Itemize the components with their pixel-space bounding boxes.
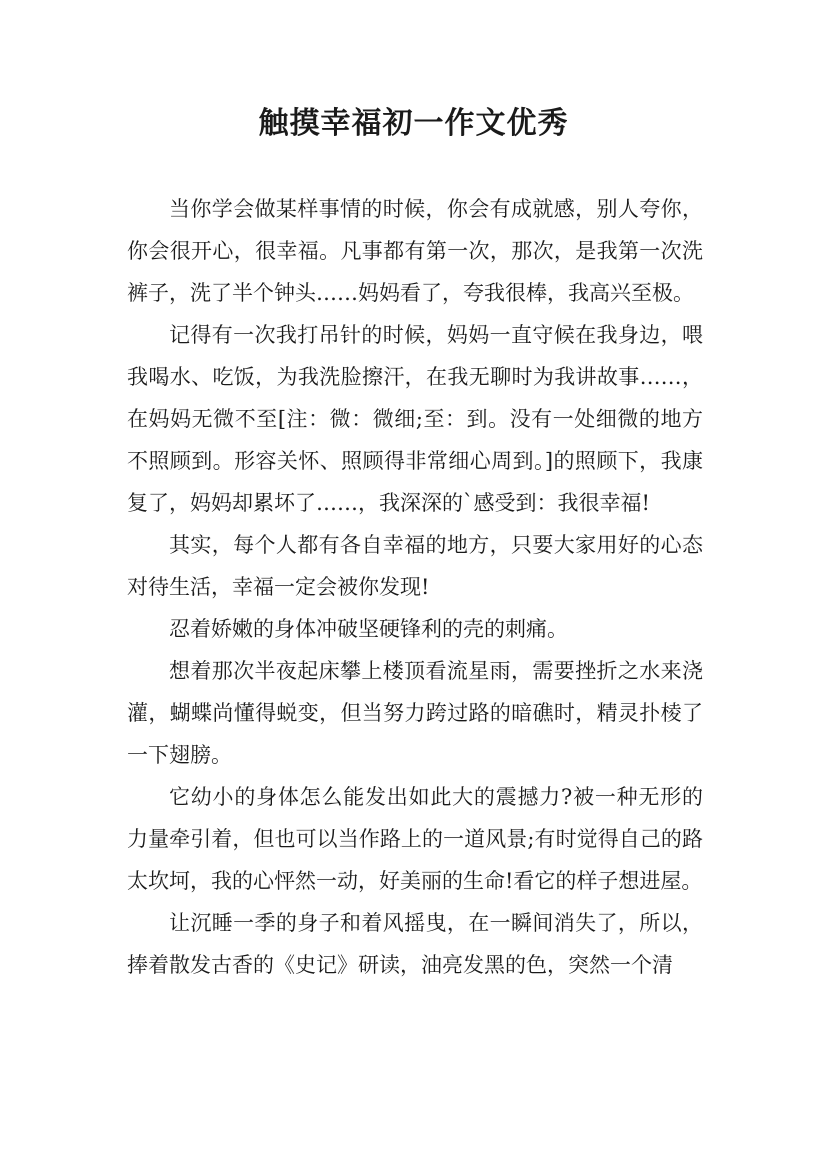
paragraph-6: 它幼小的身体怎么能发出如此大的震撼力?被一种无形的力量牵引着，但也可以当作路上的一道风景;有时觉得自己的路太坎坷，我的心怦然一动，好美丽的生命!看它的样子想进屋。 [127,785,703,893]
paragraph-7: 让沉睡一季的身子和着风摇曳，在一瞬间消失了，所以，捧着散发古香的《史记》研读，油亮发黑的色，突然一个清 [127,911,703,977]
paragraph-1: 当你学会做某样事情的时候，你会有成就感，别人夸你，你会很开心，很幸福。凡事都有第一次，那次，是我第一次洗裤子，洗了半个钟头……妈妈看了，夸我很棒，我高兴至极。 [127,197,703,305]
page-title: 触摸幸福初一作文优秀 [258,106,569,141]
paragraph-4: 忍着娇嫩的身体冲破坚硬锋利的壳的刺痛。 [169,617,568,641]
paragraph-5: 想着那次半夜起床攀上楼顶看流星雨，需要挫折之水来浇灌，蝴蝶尚懂得蜕变，但当努力跨过路的暗礁时，精灵扑棱了一下翅膀。 [127,659,703,767]
document-body [127,188,703,986]
paragraph-3: 其实，每个人都有各自幸福的地方，只要大家用好的心态对待生活，幸福一定会被你发现! [127,533,703,599]
paragraph-2: 记得有一次我打吊针的时候，妈妈一直守候在我身边，喂我喝水、吃饭，为我洗脸擦汗，在我无聊时为我讲故事……，在妈妈无微不至[注：微：微细;至：到。没有一处细微的地方不照顾到。形容关怀、照顾得非常细心周到。]的照顾下，我康复了，妈妈却累坏了……，我深深的`感受到：我很幸福! [127,323,703,515]
